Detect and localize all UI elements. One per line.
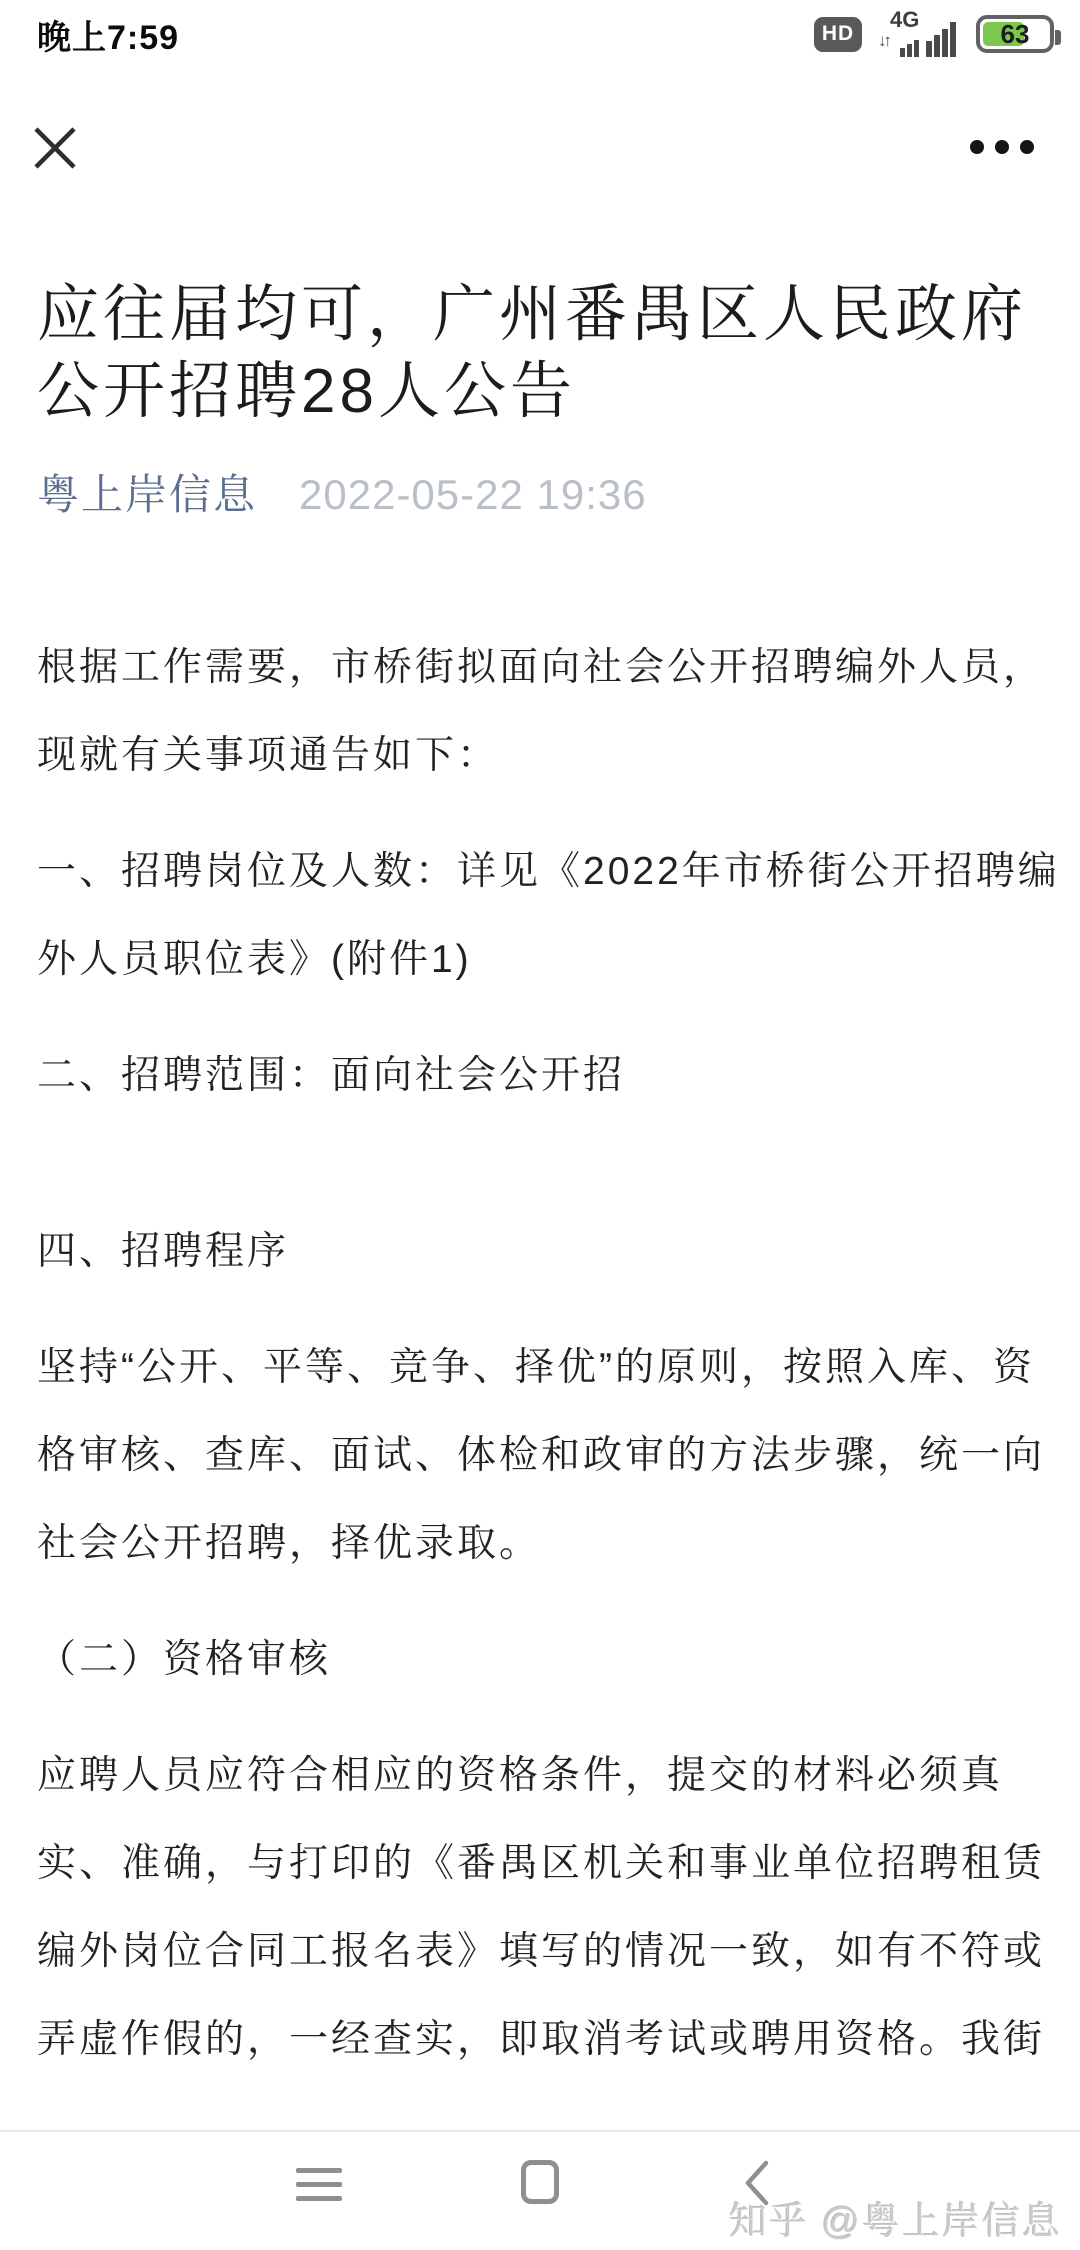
article-title — [37, 276, 1047, 430]
more-icon — [970, 140, 984, 154]
paragraph — [37, 1208, 1047, 1296]
close-icon — [31, 124, 79, 172]
body-line: 二、招聘范围：面向社会公开招 — [37, 1054, 626, 1097]
article-body — [37, 624, 1060, 2084]
close-button[interactable] — [31, 124, 79, 172]
body-line: 坚持“公开、平等、竞争、择优”的原则，按照入库、资 — [37, 1346, 1035, 1389]
body-line: 实、准确，与打印的《番禺区机关和事业单位招聘租赁 — [37, 1842, 1046, 1885]
body-line: 现就有关事项通告如下： — [37, 734, 500, 777]
body-line: 四、招聘程序 — [37, 1230, 290, 1273]
home-button[interactable] — [521, 2160, 559, 2204]
body-line: 一、招聘岗位及人数：详见《2022年市桥街公开招聘编 — [37, 850, 1060, 893]
body-line: 格审核、查库、面试、体检和政审的方法步骤，统一向 — [37, 1434, 1046, 1477]
menu-button[interactable] — [296, 2168, 342, 2201]
body-line: 编外岗位合同工报名表》填写的情况一致，如有不符或 — [37, 1930, 1046, 1973]
body-line: 弄虚作假的，一经查实，即取消考试或聘用资格。我街 — [37, 2018, 1046, 2061]
battery-nub — [1055, 30, 1061, 45]
data-activity-arrows-icon: ↓↑ — [878, 31, 889, 50]
paragraph — [37, 828, 1060, 1004]
publish-time: 2022-05-22 19:36 — [299, 471, 647, 518]
body-line: 外人员职位表》(附件1) — [37, 938, 472, 981]
paragraph — [37, 1324, 1047, 1588]
paragraph — [37, 1616, 1047, 1704]
status-icons — [814, 9, 1054, 59]
zhihu-watermark: 知乎 @粤上岸信息 — [728, 2201, 1062, 2243]
hd-volte-icon: HD — [814, 17, 862, 52]
status-bar — [0, 0, 1080, 68]
battery-percent: 63 — [1000, 18, 1030, 49]
article-meta — [37, 462, 647, 522]
more-options-button[interactable] — [970, 140, 1034, 154]
more-icon — [1020, 140, 1034, 154]
menu-icon — [296, 2196, 342, 2201]
network-type-label: 4G — [890, 7, 920, 32]
status-time: 晚上7:59 — [37, 18, 180, 57]
navigation-bar — [0, 2130, 1080, 2250]
paragraph — [37, 624, 1047, 800]
paragraph — [37, 1032, 1047, 1120]
body-line: 根据工作需要，市桥街拟面向社会公开招聘编外人员， — [37, 646, 1046, 689]
body-line: （二）资格审核 — [37, 1638, 332, 1681]
signal-bars-icon — [900, 17, 962, 57]
app-bar — [0, 118, 1080, 188]
author-link[interactable]: 粤上岸信息 — [37, 471, 258, 518]
title-line: 应往届均可，广州番禺区人民政府 — [37, 280, 1028, 349]
title-line: 公开招聘28人公告 — [37, 357, 576, 426]
more-icon — [995, 140, 1009, 154]
menu-icon — [296, 2168, 342, 2173]
paragraph — [37, 1732, 1047, 2084]
menu-icon — [296, 2182, 342, 2187]
body-line: 应聘人员应符合相应的资格条件，提交的材料必须真 — [37, 1754, 1004, 1797]
battery-icon — [976, 15, 1054, 53]
cellular-signal-icon — [876, 9, 962, 59]
body-line: 社会公开招聘，择优录取。 — [37, 1522, 542, 1565]
